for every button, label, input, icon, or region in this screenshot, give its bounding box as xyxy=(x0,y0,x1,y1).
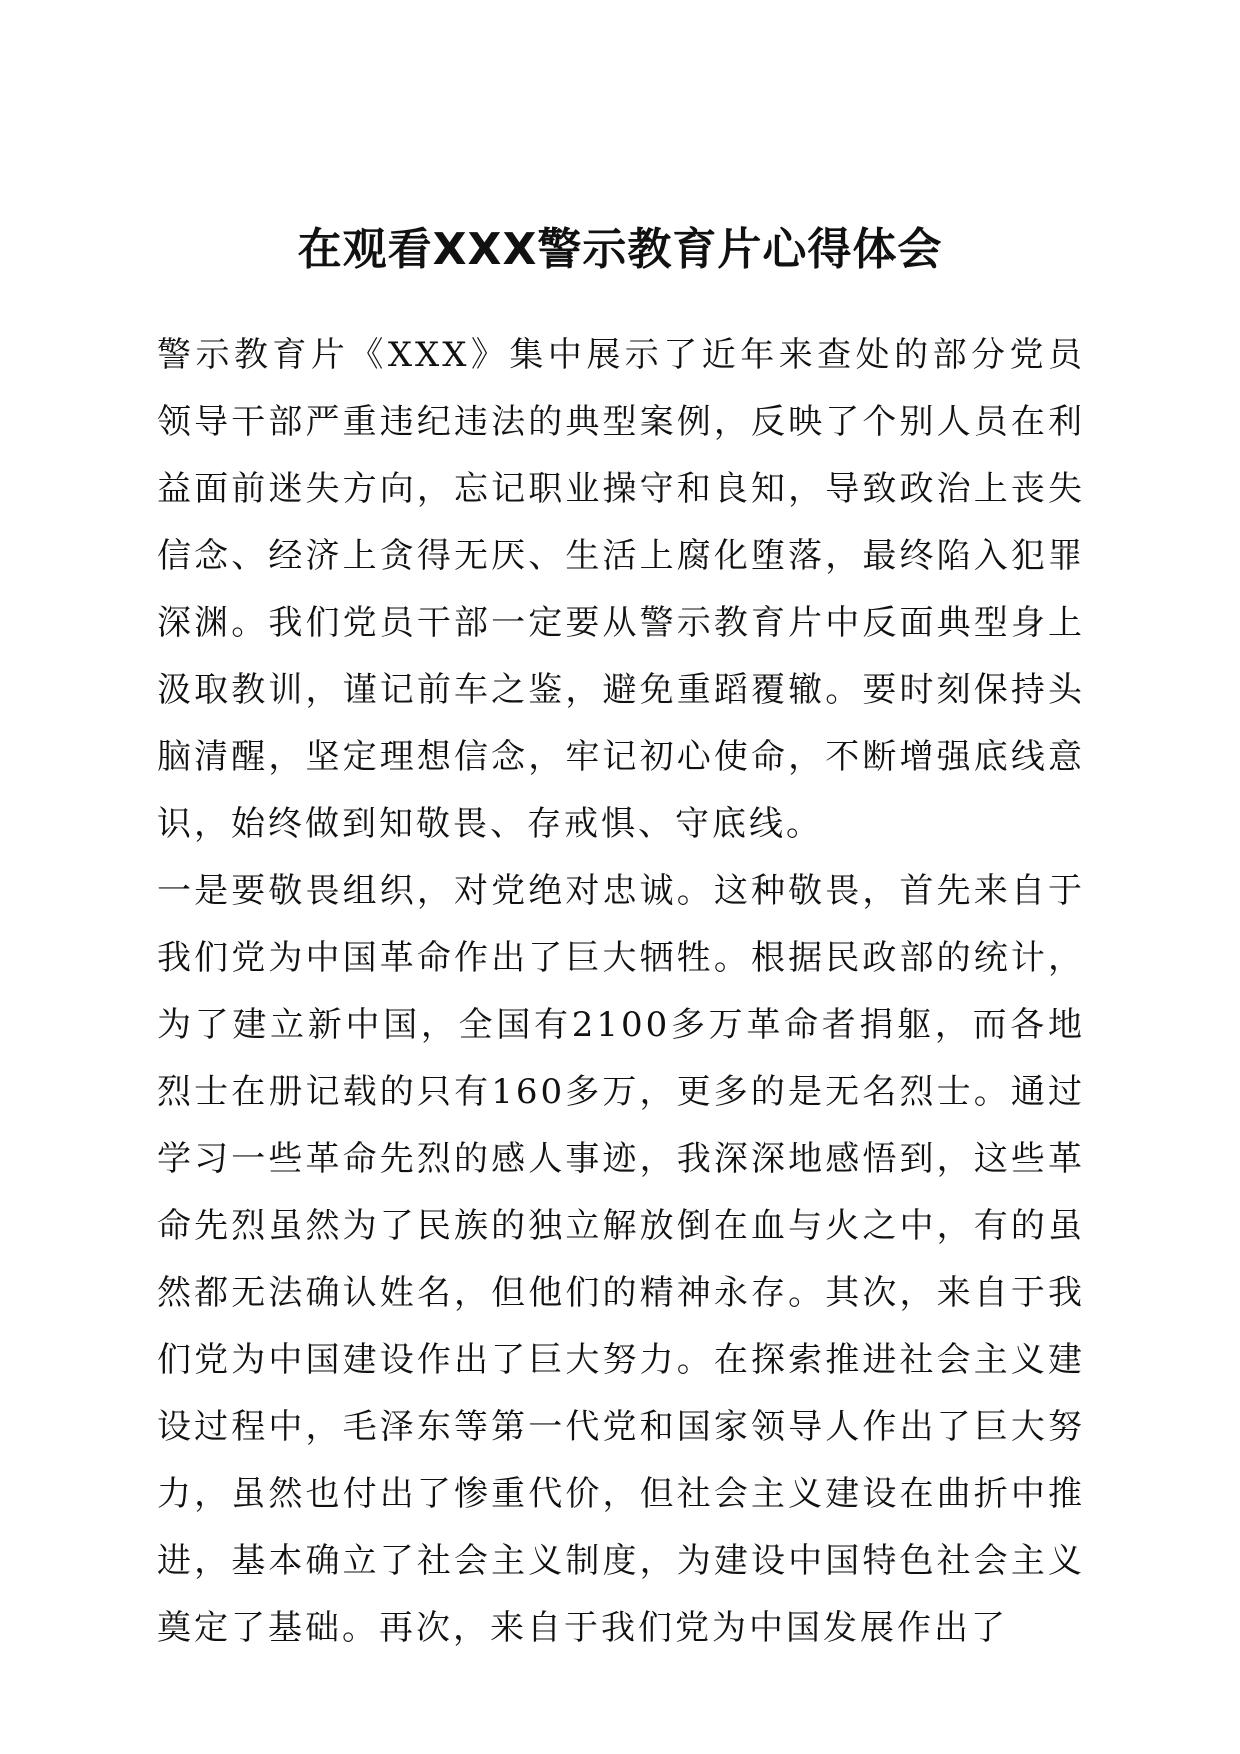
document-body xyxy=(157,322,1085,1662)
paragraph-point-one: 一是要敬畏组织，对党绝对忠诚。这种敬畏，首先来自于我们党为中国革命作出了巨大牺牲。根据民政部的统计，为了建立新中国，全国有2100多万革命者捐躯，而各地烈士在册记载的只有160多万，更多的是无名烈士。通过学习一些革命先烈的感人事迹，我深深地感悟到，这些革命先烈虽然为了民族的独立解放倒在血与火之中，有的虽然都无法确认姓名，但他们的精神永存。其次，来自于我们党为中国建设作出了巨大努力。在探索推进社会主义建设过程中，毛泽东等第一代党和国家领导人作出了巨大努力，虽然也付出了惨重代价，但社会主义建设在曲折中推进，基本确立了社会主义制度，为建设中国特色社会主义奠定了基础。再次，来自于我们党为中国发展作出了 xyxy=(157,871,1085,1648)
document-title: 在观看XXX警示教育片心得体会 xyxy=(297,224,943,275)
paragraph-intro: 警示教育片《XXX》集中展示了近年来查处的部分党员领导干部严重违纪违法的典型案例，反映了个别人员在利益面前迷失方向，忘记职业操守和良知，导致政治上丧失信念、经济上贪得无厌、生活上腐化堕落，最终陷入犯罪深渊。我们党员干部一定要从警示教育片中反面典型身上汲取教训，谨记前车之鉴，避免重蹈覆辙。要时刻保持头脑清醒，坚定理想信念，牢记初心使命，不断增强底线意识，始终做到知敬畏、存戒惧、守底线。 xyxy=(157,335,1085,844)
